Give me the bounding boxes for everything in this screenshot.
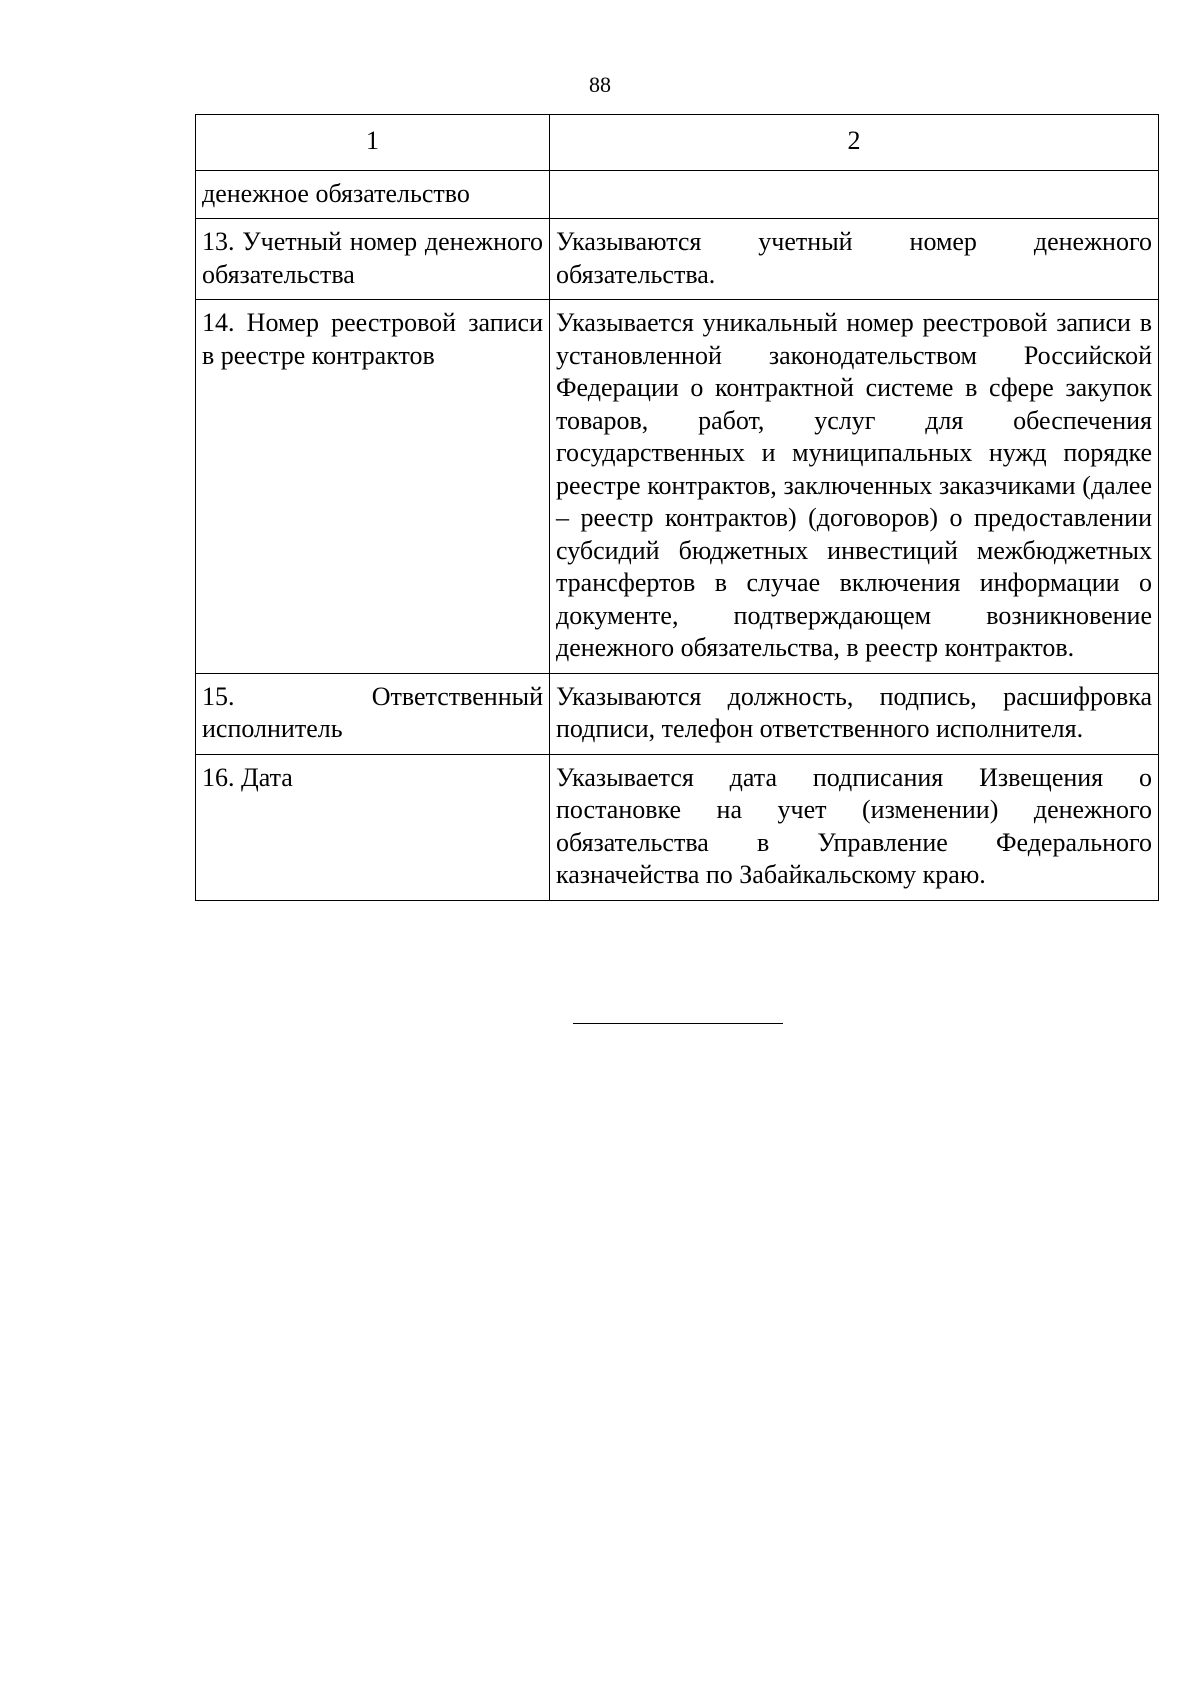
table-row [196, 170, 1159, 219]
table-header-cell: 2 [550, 115, 1159, 171]
row-description-cell: Указываются должность, подпись, расшифровка подписи, телефон ответственного исполнителя. [550, 673, 1159, 754]
row-description-cell: Указывается уникальный номер реестровой записи в установленной законодательством Российской Федерации о контрактной системе в сфере закупок товаров, работ, услуг для обеспечения государственных и муниципальных нужд порядке реестре контрактов, заключенных заказчиками (далее – реестр контрактов) (договоров) о предоставлении субсидий бюджетных инвестиций межбюджетных трансфертов в случае включения информации о документе, подтверждающем возникновение денежного обязательства, в реестр контрактов. [550, 300, 1159, 674]
row-description-cell: Указываются учетный номер денежного обязательства. [550, 219, 1159, 300]
row-label-cell: 16. Дата [196, 754, 550, 900]
table-header-row [196, 115, 1159, 171]
document-table [195, 114, 1159, 901]
row-description-cell: Указывается дата подписания Извещения о постановке на учет (изменении) денежного обязательства в Управление Федерального казначейства по Забайкальскому краю. [550, 754, 1159, 900]
row-label-cell: 14. Номер реестровой записи в реестре контрактов [196, 300, 550, 674]
table-row [196, 300, 1159, 674]
row-label-cell: 15. Ответственный исполнитель [196, 673, 550, 754]
closing-rule-divider [573, 1023, 783, 1024]
row-label-cell: денежное обязательство [196, 170, 550, 219]
table-row [196, 754, 1159, 900]
table-row [196, 219, 1159, 300]
table-header-cell: 1 [196, 115, 550, 171]
row-label-cell: 13. Учетный номер денежного обязательства [196, 219, 550, 300]
table-row [196, 673, 1159, 754]
page-number: 88 [589, 72, 611, 97]
row-description-cell [550, 170, 1159, 219]
